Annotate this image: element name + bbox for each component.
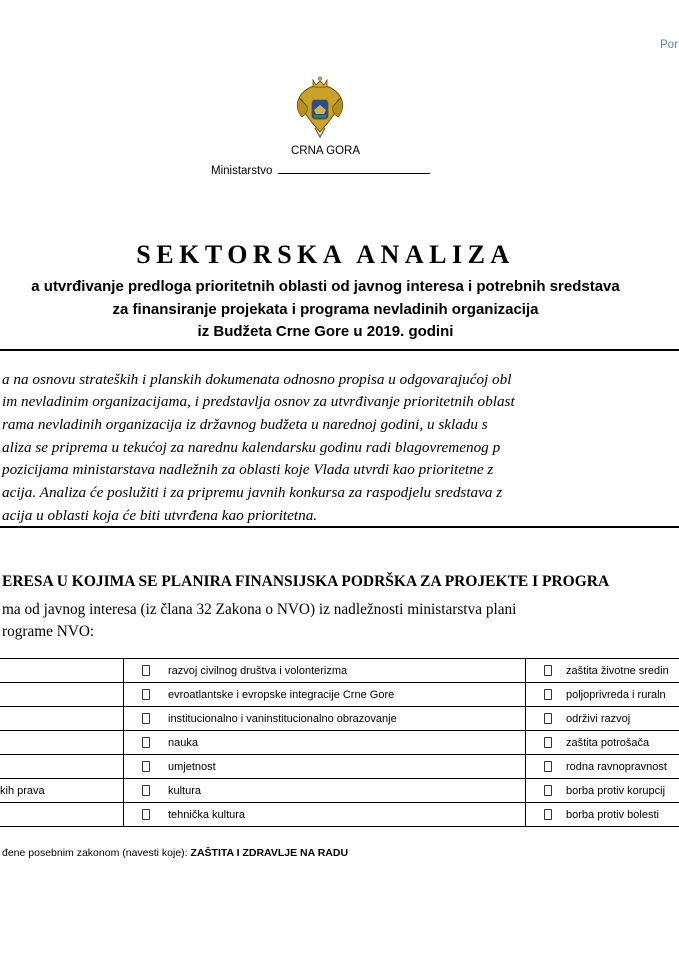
area-label: održivi razvoj bbox=[566, 712, 631, 725]
area-label: kultura bbox=[168, 784, 202, 797]
other-areas-row bbox=[2, 847, 348, 859]
ministry-label: Ministarstvo bbox=[211, 165, 273, 177]
intro-line-6: acija. Analiza će poslužiti i za pripremu javnih konkursa za raspodjelu sredstava z bbox=[2, 484, 503, 501]
section-paragraph-line-2: rograme NVO: bbox=[2, 623, 95, 640]
subtitle-line-3: iz Budžeta Crne Gore u 2019. godini bbox=[197, 323, 454, 340]
row-middle-cell bbox=[124, 683, 526, 707]
other-areas-label: đene posebnim zakonom (navesti koje): bbox=[2, 847, 188, 859]
checkbox[interactable] bbox=[544, 737, 552, 748]
checkbox[interactable] bbox=[142, 737, 150, 748]
checkbox[interactable] bbox=[142, 689, 150, 700]
intro-line-5: pozicijama ministarstava nadležnih za oblasti koje Vlada utvrdi kao prioritetne z bbox=[2, 461, 494, 478]
table-row bbox=[0, 779, 679, 803]
row-middle-cell bbox=[124, 659, 526, 683]
area-label: rodna ravnopravnost bbox=[566, 760, 667, 773]
row-right-cell bbox=[526, 755, 679, 779]
checkbox[interactable] bbox=[544, 665, 552, 676]
area-label: institucionalno i vaninstitucionalno obrazovanje bbox=[168, 712, 397, 725]
intro-line-3: rama nevladinih organizacija iz državnog budžeta u narednoj godini, u skladu s bbox=[2, 416, 488, 433]
table-row bbox=[0, 659, 679, 683]
row-right-cell bbox=[526, 683, 679, 707]
intro-line-7: acija u oblasti koja će biti utvrđena kao prioritetna. bbox=[2, 507, 318, 524]
checkbox[interactable] bbox=[142, 713, 150, 724]
table-row bbox=[0, 755, 679, 779]
table-row bbox=[0, 707, 679, 731]
row-left-cell bbox=[0, 803, 124, 827]
area-label: zaštita životne sredin bbox=[566, 664, 669, 677]
subtitle-line-1: a utvrđivanje predloga prioritetnih oblasti od javnog interesa i potrebnih sredstava bbox=[31, 278, 620, 295]
table-row bbox=[0, 803, 679, 827]
row-middle-cell bbox=[124, 755, 526, 779]
country-name: CRNA GORA bbox=[290, 145, 360, 157]
checkbox[interactable] bbox=[142, 809, 150, 820]
section-heading: ERESA U KOJIMA SE PLANIRA FINANSIJSKA PODRŠKA ZA PROJEKTE I PROGRA bbox=[2, 573, 610, 590]
row-right-cell bbox=[526, 779, 679, 803]
row-right-cell bbox=[526, 731, 679, 755]
area-label: tehnička kultura bbox=[168, 808, 246, 821]
checkbox[interactable] bbox=[142, 785, 150, 796]
priority-areas-table bbox=[0, 658, 679, 827]
checkbox[interactable] bbox=[544, 689, 552, 700]
corner-label: Por bbox=[660, 39, 678, 51]
area-label: borba protiv korupcij bbox=[566, 784, 666, 797]
area-label: nauka bbox=[168, 736, 198, 749]
intro-line-1: a na osnovu strateških i planskih dokumenata odnosno propisa u odgovarajućoj obl bbox=[2, 371, 512, 388]
checkbox[interactable] bbox=[142, 761, 150, 772]
row-middle-cell bbox=[124, 707, 526, 731]
section-paragraph-line-1: ma od javnog interesa (iz člana 32 Zakona o NVO) iz nadležnosti ministarstva plani bbox=[2, 601, 517, 618]
area-label: razvoj civilnog društva i volonterizma bbox=[168, 664, 348, 677]
area-label: borba protiv bolesti bbox=[566, 808, 659, 821]
area-label: umjetnost bbox=[168, 760, 216, 773]
ministry-blank-line bbox=[278, 164, 430, 174]
ministry-field bbox=[211, 164, 430, 177]
row-right-cell bbox=[526, 659, 679, 683]
row-left-cell bbox=[0, 731, 124, 755]
row-middle-cell bbox=[124, 803, 526, 827]
checkbox[interactable] bbox=[544, 809, 552, 820]
row-left-cell bbox=[0, 659, 124, 683]
intro-line-4: aliza se priprema u tekućoj za narednu kalendarsku godinu radi blagovremenog p bbox=[2, 439, 501, 456]
row-middle-cell bbox=[124, 731, 526, 755]
row-right-cell bbox=[526, 707, 679, 731]
subtitle-line-2: za finansiranje projekata i programa nevladinih organizacija bbox=[112, 301, 539, 318]
area-label: poljoprivreda i ruraln bbox=[566, 688, 666, 701]
document-title: SEKTORSKA ANALIZA bbox=[136, 240, 515, 269]
table-row bbox=[0, 683, 679, 707]
checkbox[interactable] bbox=[544, 785, 552, 796]
checkbox[interactable] bbox=[544, 713, 552, 724]
other-areas-value: ZAŠTITA I ZDRAVLJE NA RADU bbox=[190, 847, 349, 859]
table-row bbox=[0, 731, 679, 755]
area-label: evroatlantske i evropske integracije Crne Gore bbox=[168, 688, 395, 701]
area-label: zaštita potrošača bbox=[566, 736, 650, 749]
row-middle-cell bbox=[124, 779, 526, 803]
row-left-cell bbox=[0, 755, 124, 779]
row-right-cell bbox=[526, 803, 679, 827]
row-left-cell bbox=[0, 683, 124, 707]
row-left-cell bbox=[0, 707, 124, 731]
checkbox[interactable] bbox=[142, 665, 150, 676]
intro-line-2: im nevladinim organizacijama, i predstavlja osnov za utvrđivanje prioritetnih oblast bbox=[2, 393, 515, 410]
row-left-cell: kih prava bbox=[0, 779, 124, 803]
coat-of-arms-icon bbox=[293, 76, 347, 140]
checkbox[interactable] bbox=[544, 761, 552, 772]
